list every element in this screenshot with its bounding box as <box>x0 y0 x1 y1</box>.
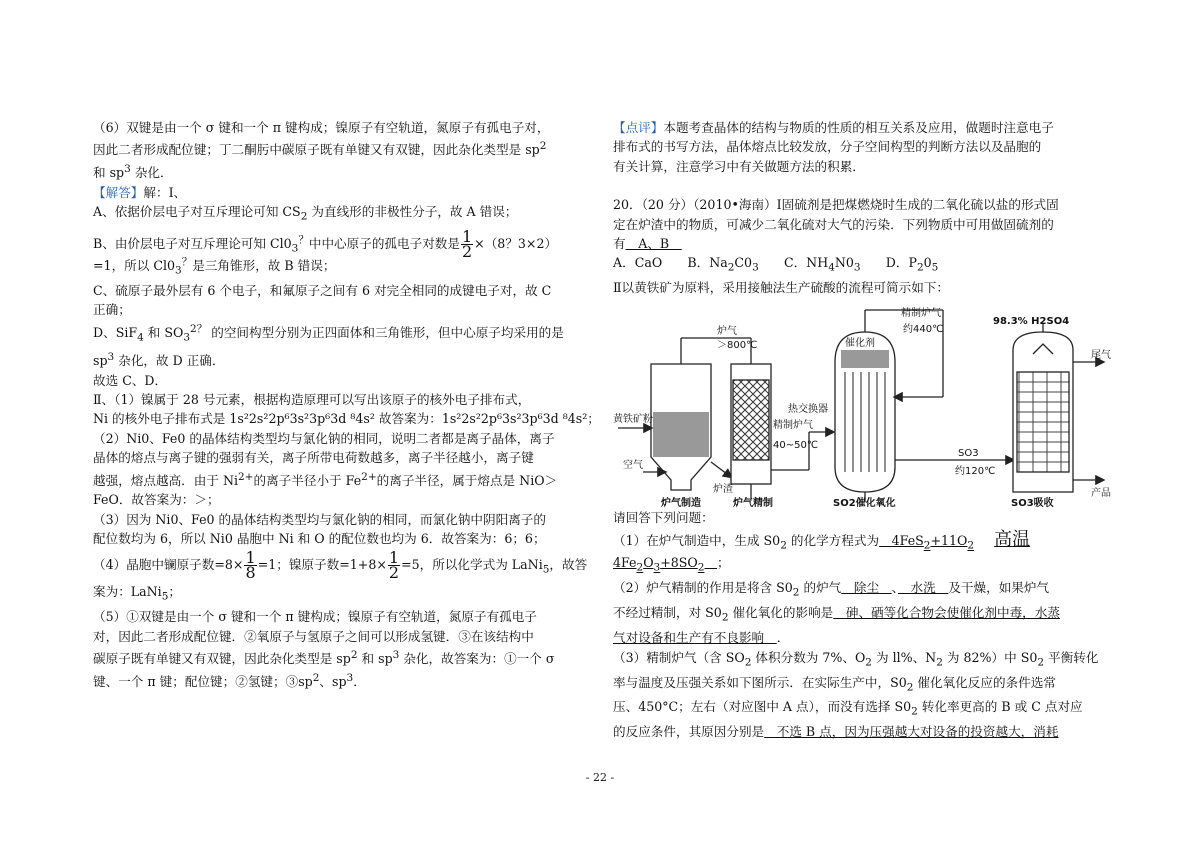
sulfuric-acid-process-diagram <box>613 302 1118 508</box>
label-so3: SO3 <box>958 448 979 459</box>
text-line: B、由价层电子对互斥理论可知 $Cl0_3^?$中中心原子的孤电子对数是 $\frac{1}{2}$ ×（8？3×2） <box>93 227 558 262</box>
label-heat-exchanger: 热交换器 <box>788 404 828 415</box>
text-line: （3）因为 Ni0、Fe0 的晶体结构类型均与氯化钠的相同，而氯化钠中阴阳离子的 <box>93 511 546 527</box>
text-line: 的反应条件，其原因分别是 不选 B 点，因为压强越大对设备的投资越大，消耗 <box>613 724 1059 740</box>
answer-blank: A、B <box>625 236 682 252</box>
options-line: A．CaO B．$Na_2C0_3$ C．$NH_4N0_3$ D．$P_20_5$ <box>613 255 939 274</box>
question-line: 20．（20 分）（2010•海南）Ⅰ固硫剂是把煤燃烧时生成的二氧化硫以盐的形式固 <box>613 197 1059 213</box>
high-temp-condition: 高温 <box>994 529 1031 551</box>
text-line: 有关计算，注意学习中有关做题方法的积累． <box>613 158 865 174</box>
caption-absorption: SO3吸收 <box>1011 498 1054 508</box>
text-line: 有 A、B <box>613 236 682 252</box>
text-line: 案为：LaNi$_5$； <box>93 584 181 603</box>
left-column <box>93 118 600 691</box>
text-line: D、SiF$_4$ 和 $SO_3^{2?}$ 的空间构型分别为正四面体和三角锥形，但中心原子均采用的是 <box>93 322 564 344</box>
text-line: 请回答下列问题： <box>613 510 714 525</box>
text-line: 不经过精制，对 $S0_2$ 催化氧化的影响是 砷、硒等化合物会使催化剂中毒，水蒸 <box>613 605 1060 624</box>
text-line: $sp^3$ 杂化，故 D 正确． <box>93 350 225 369</box>
text-line: 压、450°C；左右（对应图中 A 点），而没有选择 $S0_2$ 转化率更高的 B 或 C 点对应 <box>613 699 1083 718</box>
text-line: FeO．故答案为：＞； <box>93 492 220 508</box>
label-440: 约440℃ <box>903 324 944 335</box>
text-line: 故选 C、D． <box>93 372 168 388</box>
text-line: （4）晶胞中镧原子数=8× $\frac{1}{8}$ =1；镍原子数=1+8× $\frac{1}{2}$ =5，所以化学式为 LaNi$_5$，故答 <box>93 548 588 583</box>
label-catalyst: 催化剂 <box>845 338 875 349</box>
label-air: 空气 <box>623 460 643 471</box>
label-40-50: 40~50℃ <box>773 440 819 451</box>
text-line: （3）精制炉气（含 $SO_2$ 体积分数为 7%、$O_2$ 为 ll%、$N_2$ 为 82%）中 $S0_2$ 平衡转化 <box>613 649 1099 669</box>
label-furnace-gas: 炉气 <box>717 326 737 337</box>
answer-tag: 【解答】 <box>93 184 144 200</box>
label-slag: 炉渣 <box>713 484 733 495</box>
text-line: Ⅱ、（1）镍属于 28 号元素，根据构造原理可以写出该原子的核外电子排布式， <box>93 391 531 407</box>
text-line: 排布式的书写方法，晶体熔点比较发放，分子空间构型的判断方法以及晶胞的 <box>613 139 1042 155</box>
text-line: 正确； <box>93 302 131 318</box>
fraction: $\frac{1}{8}$ <box>245 548 256 583</box>
text-line: 晶体的熔点与离子键的强弱有关，离子所带电荷数越多，离子半径越小，离子键 <box>93 450 534 466</box>
caption-oxidation: SO2催化氧化 <box>833 498 896 508</box>
answer-heading: 【解答】解：Ⅰ、 <box>93 184 187 200</box>
text-line: （6）双键是由一个 σ 键和一个 π 键构成；镍原子有空轨道，氮原子有孤电子对， <box>93 120 550 135</box>
text-line: 率与温度及压强关系如下图所示．在实际生产中，$S0_2$ 催化氧化反应的条件选常 <box>613 674 1056 694</box>
fraction: $\frac{1}{2}$ <box>461 227 473 262</box>
text-line: （5）①双键是由一个 σ 键和一个 π 键构成；镍原子有空轨道，氮原子有孤电子 <box>93 609 537 625</box>
text-line: Ni 的核外电子排布式是 1s²2s²2p⁶3s²3p⁶3d ⁸4s² 故答案为：1s²2s²2p⁶3s²3p⁶3d ⁸4s²； <box>93 411 600 427</box>
text-line: 和 $sp^3$ 杂化． <box>93 163 173 181</box>
label-product: 产品 <box>1091 488 1111 499</box>
text-line: 定在炉渣中的物质，可减少二氧化硫对大气的污染．下列物质中可用做固硫剂的 <box>613 216 1054 232</box>
text-line: 配位数均为 6，所以 Ni0 晶胞中 Ni 和 O 的配位数也均为 6．故答案为：6；6； <box>93 530 546 546</box>
label-pyrite: 黄铁矿粉 <box>613 414 653 425</box>
fraction: $\frac{1}{2}$ <box>388 548 400 583</box>
text-line: 因此二者形成配位键；丁二酮肟中碳原子既有单键又有双键，因此杂化类型是 $sp^2$ <box>93 140 547 158</box>
text-line: （2）炉气精制的作用是将含 $S0_2$ 的炉气 除尘 、 水洗 及干燥，如果炉气 <box>613 580 1050 599</box>
text-line: 越强，熔点越高．由于 $Ni^{2+}$的离子半径小于 $Fe^{2+}$的离子半径，属于熔点是 NiO＞ <box>93 470 558 488</box>
text-line: A、依据价层电子对互斥理论可知 $CS_2$ 为直线形的非极性分子，故 A 错误； <box>93 204 518 223</box>
label-tail-gas: 尾气 <box>1091 350 1111 361</box>
caption-furnace: 炉气制造 <box>661 498 701 508</box>
comment-tag: 【点评】 <box>613 120 664 135</box>
page-number: - 22 - <box>585 771 615 784</box>
text-line: C、硫原子最外层有 6 个电子，和氟原子之间有 6 对完全相同的成键电子对，故 C <box>93 283 552 299</box>
text-line: $4Fe_2O_3+8SO_2$ ； <box>613 555 730 574</box>
label-800: ＞800℃ <box>717 340 758 351</box>
text-line: Ⅱ以黄铁矿为原料，采用接触法生产硫酸的流程可简示如下： <box>613 280 949 296</box>
label-refined-gas: 精制炉气 <box>901 308 941 319</box>
text-line: （1）在炉气制造中，生成 $S0_2$ 的化学方程式为 $4FeS_2+11O_2$ 高温 <box>613 529 1031 552</box>
label-refined-gas-2: 精制炉气 <box>773 420 813 431</box>
right-column-bottom <box>613 508 1113 742</box>
text-line: 对，因此二者形成配位键．②氧原子与氢原子之间可以形成氢键．③在该结构中 <box>93 628 534 644</box>
text-line: 碳原子既有单键又有双键，因此杂化类型是 $sp^2$ 和 $sp^3$ 杂化，故答案为：①一个 σ <box>93 649 555 667</box>
text-line: 键、一个 π 键；配位键；②氢键；$③sp^2$、$sp^3$． <box>93 671 366 689</box>
text-line: （2）Ni0、Fe0 的晶体结构类型均与氯化钠的相同，说明二者都是离子晶体，离子 <box>93 430 555 446</box>
text-line: 气对设备和生产有不良影响 ． <box>613 630 790 646</box>
text-line: =1，所以 $Cl0_3^?$是三角锥形，故 B 错误； <box>93 255 336 277</box>
right-column-top <box>613 118 1113 298</box>
label-120: 约120℃ <box>955 466 996 477</box>
caption-refining: 炉气精制 <box>733 498 773 508</box>
label-h2so4: 98.3% H2SO4 <box>993 316 1070 327</box>
comment-line: 【点评】本题考查晶体的结构与物质的性质的相互关系及应用，做题时注意电子 <box>613 120 1054 135</box>
